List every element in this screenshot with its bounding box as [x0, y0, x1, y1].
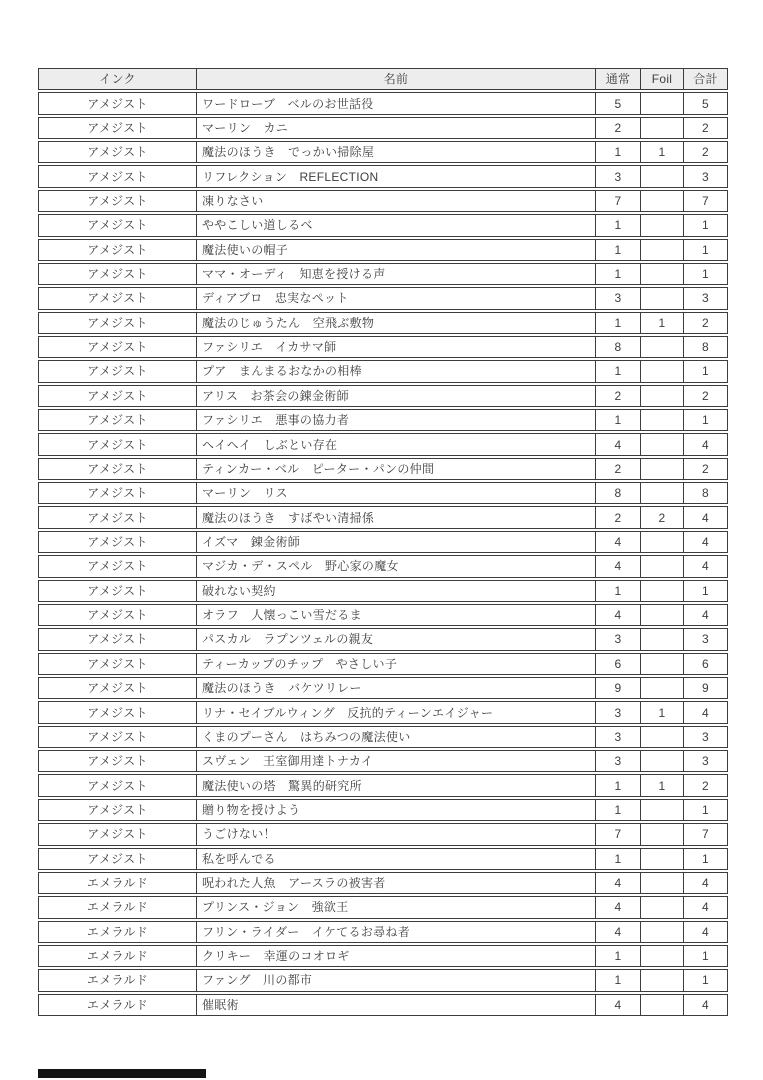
ink-cell: アメジスト: [39, 288, 197, 308]
ink-cell: アメジスト: [39, 483, 197, 503]
normal-count-cell: 2: [596, 118, 641, 138]
normal-count-cell: 4: [596, 897, 641, 917]
foil-count-cell: [641, 970, 684, 990]
card-name-cell: ワードローブ ベルのお世話役: [197, 93, 596, 113]
foil-count-cell: [641, 824, 684, 844]
table-row: [38, 190, 728, 212]
table-header-row: [38, 68, 728, 90]
ink-cell: アメジスト: [39, 264, 197, 284]
table-row: [38, 92, 728, 114]
header-total: 合計: [693, 72, 718, 87]
normal-count-cell: 4: [596, 556, 641, 576]
foil-count-cell: 1: [641, 142, 684, 162]
total-count-cell: 3: [702, 632, 709, 647]
table-row: [38, 750, 728, 772]
ink-cell: アメジスト: [39, 410, 197, 430]
ink-cell: エメラルド: [39, 873, 197, 893]
normal-count-cell: 2: [596, 459, 641, 479]
total-count-cell: 4: [702, 608, 709, 623]
card-name-cell: オラフ 人懐っこい雪だるま: [197, 605, 596, 625]
ink-cell: エメラルド: [39, 970, 197, 990]
foil-count-cell: [641, 215, 684, 235]
foil-count-cell: [641, 605, 684, 625]
total-count-cell: 4: [702, 876, 709, 891]
ink-cell: アメジスト: [39, 142, 197, 162]
normal-count-cell: 1: [596, 849, 641, 869]
normal-count-cell: 1: [596, 313, 641, 333]
normal-count-cell: 1: [596, 800, 641, 820]
card-name-cell: リナ・セイブルウィング 反抗的ティーンエイジャー: [197, 702, 596, 722]
header-ink: インク: [39, 69, 197, 89]
normal-count-cell: 2: [596, 507, 641, 527]
normal-count-cell: 1: [596, 215, 641, 235]
foil-count-cell: [641, 654, 684, 674]
card-name-cell: 魔法のほうき でっかい掃除屋: [197, 142, 596, 162]
normal-count-cell: 4: [596, 922, 641, 942]
total-count-cell: 1: [702, 267, 709, 282]
table-row: [38, 677, 728, 699]
total-count-cell: 3: [702, 291, 709, 306]
ink-cell: アメジスト: [39, 434, 197, 454]
card-name-cell: ヘイヘイ しぶとい存在: [197, 434, 596, 454]
total-count-cell: 2: [702, 120, 709, 135]
total-count-cell: 3: [702, 754, 709, 769]
ink-cell: エメラルド: [39, 995, 197, 1015]
foil-count-cell: [641, 873, 684, 893]
card-name-cell: ファシリエ 悪事の協力者: [197, 410, 596, 430]
card-inventory-table: [38, 68, 728, 1018]
ink-cell: アメジスト: [39, 386, 197, 406]
header-normal: 通常: [596, 69, 641, 89]
normal-count-cell: 4: [596, 873, 641, 893]
table-row: [38, 994, 728, 1016]
total-count-cell: 1: [702, 973, 709, 988]
card-name-cell: うごけない！: [197, 824, 596, 844]
card-name-cell: 破れない契約: [197, 581, 596, 601]
ink-cell: アメジスト: [39, 727, 197, 747]
card-name-cell: 魔法のじゅうたん 空飛ぶ敷物: [197, 313, 596, 333]
normal-count-cell: 1: [596, 581, 641, 601]
ink-cell: アメジスト: [39, 800, 197, 820]
total-count-cell: 3: [702, 729, 709, 744]
total-count-cell: 4: [702, 705, 709, 720]
ink-cell: アメジスト: [39, 459, 197, 479]
total-count-cell: 5: [702, 96, 709, 111]
total-count-cell: 4: [702, 924, 709, 939]
card-name-cell: リフレクション REFLECTION: [197, 166, 596, 186]
normal-count-cell: 3: [596, 727, 641, 747]
total-count-cell: 2: [702, 315, 709, 330]
table-row: [38, 604, 728, 626]
next-page-table-fragment: [38, 1069, 206, 1078]
card-name-cell: マーリン リス: [197, 483, 596, 503]
ink-cell: アメジスト: [39, 313, 197, 333]
ink-cell: アメジスト: [39, 361, 197, 381]
card-name-cell: 催眠術: [197, 995, 596, 1015]
foil-count-cell: [641, 897, 684, 917]
card-name-cell: ママ・オーディ 知恵を授ける声: [197, 264, 596, 284]
normal-count-cell: 8: [596, 483, 641, 503]
foil-count-cell: [641, 922, 684, 942]
foil-count-cell: [641, 166, 684, 186]
card-name-cell: ファング 川の都市: [197, 970, 596, 990]
normal-count-cell: 1: [596, 240, 641, 260]
total-count-cell: 1: [702, 802, 709, 817]
table-row: [38, 482, 728, 504]
foil-count-cell: [641, 629, 684, 649]
total-count-cell: 2: [702, 388, 709, 403]
total-count-cell: 4: [702, 510, 709, 525]
foil-count-cell: [641, 727, 684, 747]
ink-cell: アメジスト: [39, 629, 197, 649]
ink-cell: アメジスト: [39, 824, 197, 844]
table-row: [38, 921, 728, 943]
table-row: [38, 531, 728, 553]
normal-count-cell: 7: [596, 191, 641, 211]
normal-count-cell: 3: [596, 629, 641, 649]
card-name-cell: ファシリエ イカサマ師: [197, 337, 596, 357]
ink-cell: アメジスト: [39, 191, 197, 211]
header-foil: Foil: [641, 69, 684, 89]
total-count-cell: 4: [702, 559, 709, 574]
table-row: [38, 336, 728, 358]
card-name-cell: 呪われた人魚 アースラの被害者: [197, 873, 596, 893]
total-count-cell: 1: [702, 413, 709, 428]
card-name-cell: マーリン カニ: [197, 118, 596, 138]
table-row: [38, 385, 728, 407]
ink-cell: アメジスト: [39, 702, 197, 722]
foil-count-cell: [641, 337, 684, 357]
normal-count-cell: 1: [596, 946, 641, 966]
header-name: 名前: [197, 69, 596, 89]
table-row: [38, 458, 728, 480]
card-name-cell: ややこしい道しるべ: [197, 215, 596, 235]
card-name-cell: プリンス・ジョン 強欲王: [197, 897, 596, 917]
table-row: [38, 555, 728, 577]
normal-count-cell: 3: [596, 702, 641, 722]
ink-cell: アメジスト: [39, 532, 197, 552]
total-count-cell: 7: [702, 827, 709, 842]
table-row: [38, 506, 728, 528]
normal-count-cell: 3: [596, 166, 641, 186]
foil-count-cell: 1: [641, 775, 684, 795]
normal-count-cell: 1: [596, 361, 641, 381]
foil-count-cell: [641, 532, 684, 552]
ink-cell: アメジスト: [39, 556, 197, 576]
table-row: [38, 848, 728, 870]
foil-count-cell: [641, 751, 684, 771]
card-name-cell: 魔法使いの塔 驚異的研究所: [197, 775, 596, 795]
ink-cell: アメジスト: [39, 240, 197, 260]
total-count-cell: 1: [702, 949, 709, 964]
table-row: [38, 701, 728, 723]
foil-count-cell: 2: [641, 507, 684, 527]
total-count-cell: 2: [702, 145, 709, 160]
foil-count-cell: [641, 678, 684, 698]
normal-count-cell: 4: [596, 532, 641, 552]
ink-cell: エメラルド: [39, 946, 197, 966]
total-count-cell: 8: [702, 486, 709, 501]
table-row: [38, 799, 728, 821]
foil-count-cell: 1: [641, 702, 684, 722]
normal-count-cell: 1: [596, 264, 641, 284]
foil-count-cell: [641, 361, 684, 381]
card-name-cell: クリキー 幸運のコオロギ: [197, 946, 596, 966]
foil-count-cell: [641, 264, 684, 284]
ink-cell: アメジスト: [39, 654, 197, 674]
ink-cell: アメジスト: [39, 775, 197, 795]
normal-count-cell: 1: [596, 410, 641, 430]
total-count-cell: 1: [702, 851, 709, 866]
ink-cell: アメジスト: [39, 215, 197, 235]
total-count-cell: 2: [702, 461, 709, 476]
ink-cell: アメジスト: [39, 581, 197, 601]
total-count-cell: 7: [702, 193, 709, 208]
foil-count-cell: [641, 483, 684, 503]
total-count-cell: 6: [702, 656, 709, 671]
foil-count-cell: [641, 849, 684, 869]
ink-cell: アメジスト: [39, 93, 197, 113]
card-name-cell: ティーカップのチップ やさしい子: [197, 654, 596, 674]
table-row: [38, 117, 728, 139]
card-name-cell: 魔法使いの帽子: [197, 240, 596, 260]
table-row: [38, 360, 728, 382]
ink-cell: アメジスト: [39, 118, 197, 138]
table-row: [38, 872, 728, 894]
total-count-cell: 1: [702, 218, 709, 233]
table-body: [38, 92, 728, 1016]
ink-cell: エメラルド: [39, 922, 197, 942]
foil-count-cell: [641, 556, 684, 576]
table-row: [38, 141, 728, 163]
card-name-cell: 凍りなさい: [197, 191, 596, 211]
total-count-cell: 1: [702, 583, 709, 598]
total-count-cell: 3: [702, 169, 709, 184]
foil-count-cell: [641, 800, 684, 820]
total-count-cell: 4: [702, 437, 709, 452]
total-count-cell: 4: [702, 997, 709, 1012]
ink-cell: アメジスト: [39, 337, 197, 357]
table-row: [38, 263, 728, 285]
ink-cell: アメジスト: [39, 751, 197, 771]
normal-count-cell: 3: [596, 751, 641, 771]
foil-count-cell: [641, 93, 684, 113]
card-name-cell: 私を呼んでる: [197, 849, 596, 869]
table-row: [38, 580, 728, 602]
total-count-cell: 8: [702, 340, 709, 355]
table-row: [38, 774, 728, 796]
foil-count-cell: [641, 240, 684, 260]
ink-cell: エメラルド: [39, 897, 197, 917]
foil-count-cell: [641, 946, 684, 966]
normal-count-cell: 3: [596, 288, 641, 308]
table-row: [38, 312, 728, 334]
ink-cell: アメジスト: [39, 678, 197, 698]
ink-cell: アメジスト: [39, 605, 197, 625]
foil-count-cell: [641, 434, 684, 454]
table-row: [38, 726, 728, 748]
total-count-cell: 1: [702, 364, 709, 379]
table-row: [38, 653, 728, 675]
ink-cell: アメジスト: [39, 166, 197, 186]
table-row: [38, 165, 728, 187]
table-row: [38, 214, 728, 236]
table-row: [38, 823, 728, 845]
card-name-cell: ディアブロ 忠実なペット: [197, 288, 596, 308]
normal-count-cell: 2: [596, 386, 641, 406]
foil-count-cell: [641, 191, 684, 211]
table-row: [38, 969, 728, 991]
table-row: [38, 409, 728, 431]
table-row: [38, 945, 728, 967]
normal-count-cell: 1: [596, 775, 641, 795]
card-name-cell: プア まんまるおなかの相棒: [197, 361, 596, 381]
normal-count-cell: 5: [596, 93, 641, 113]
normal-count-cell: 1: [596, 970, 641, 990]
card-name-cell: くまのプーさん はちみつの魔法使い: [197, 727, 596, 747]
card-name-cell: フリン・ライダー イケてるお尋ね者: [197, 922, 596, 942]
normal-count-cell: 7: [596, 824, 641, 844]
foil-count-cell: [641, 410, 684, 430]
ink-cell: アメジスト: [39, 507, 197, 527]
total-count-cell: 4: [702, 900, 709, 915]
table-row: [38, 239, 728, 261]
table-row: [38, 287, 728, 309]
foil-count-cell: [641, 459, 684, 479]
ink-cell: アメジスト: [39, 849, 197, 869]
table-row: [38, 896, 728, 918]
total-count-cell: 1: [702, 242, 709, 257]
card-name-cell: イズマ 錬金術師: [197, 532, 596, 552]
card-name-cell: パスカル ラプンツェルの親友: [197, 629, 596, 649]
table-row: [38, 433, 728, 455]
total-count-cell: 9: [702, 681, 709, 696]
normal-count-cell: 1: [596, 142, 641, 162]
foil-count-cell: 1: [641, 313, 684, 333]
card-name-cell: 魔法のほうき すばやい清掃係: [197, 507, 596, 527]
total-count-cell: 4: [702, 535, 709, 549]
normal-count-cell: 4: [596, 434, 641, 454]
total-count-cell: 2: [702, 778, 709, 793]
foil-count-cell: [641, 386, 684, 406]
foil-count-cell: [641, 118, 684, 138]
card-name-cell: マジカ・デ・スペル 野心家の魔女: [197, 556, 596, 576]
card-name-cell: ティンカー・ベル ピーター・パンの仲間: [197, 459, 596, 479]
foil-count-cell: [641, 288, 684, 308]
card-name-cell: スヴェン 王室御用達トナカイ: [197, 751, 596, 771]
foil-count-cell: [641, 581, 684, 601]
normal-count-cell: 6: [596, 654, 641, 674]
card-name-cell: 贈り物を授けよう: [197, 800, 596, 820]
normal-count-cell: 4: [596, 605, 641, 625]
normal-count-cell: 9: [596, 678, 641, 698]
table-row: [38, 628, 728, 650]
card-name-cell: アリス お茶会の錬金術師: [197, 386, 596, 406]
normal-count-cell: 8: [596, 337, 641, 357]
normal-count-cell: 4: [596, 995, 641, 1015]
foil-count-cell: [641, 995, 684, 1015]
card-name-cell: 魔法のほうき バケツリレー: [197, 678, 596, 698]
